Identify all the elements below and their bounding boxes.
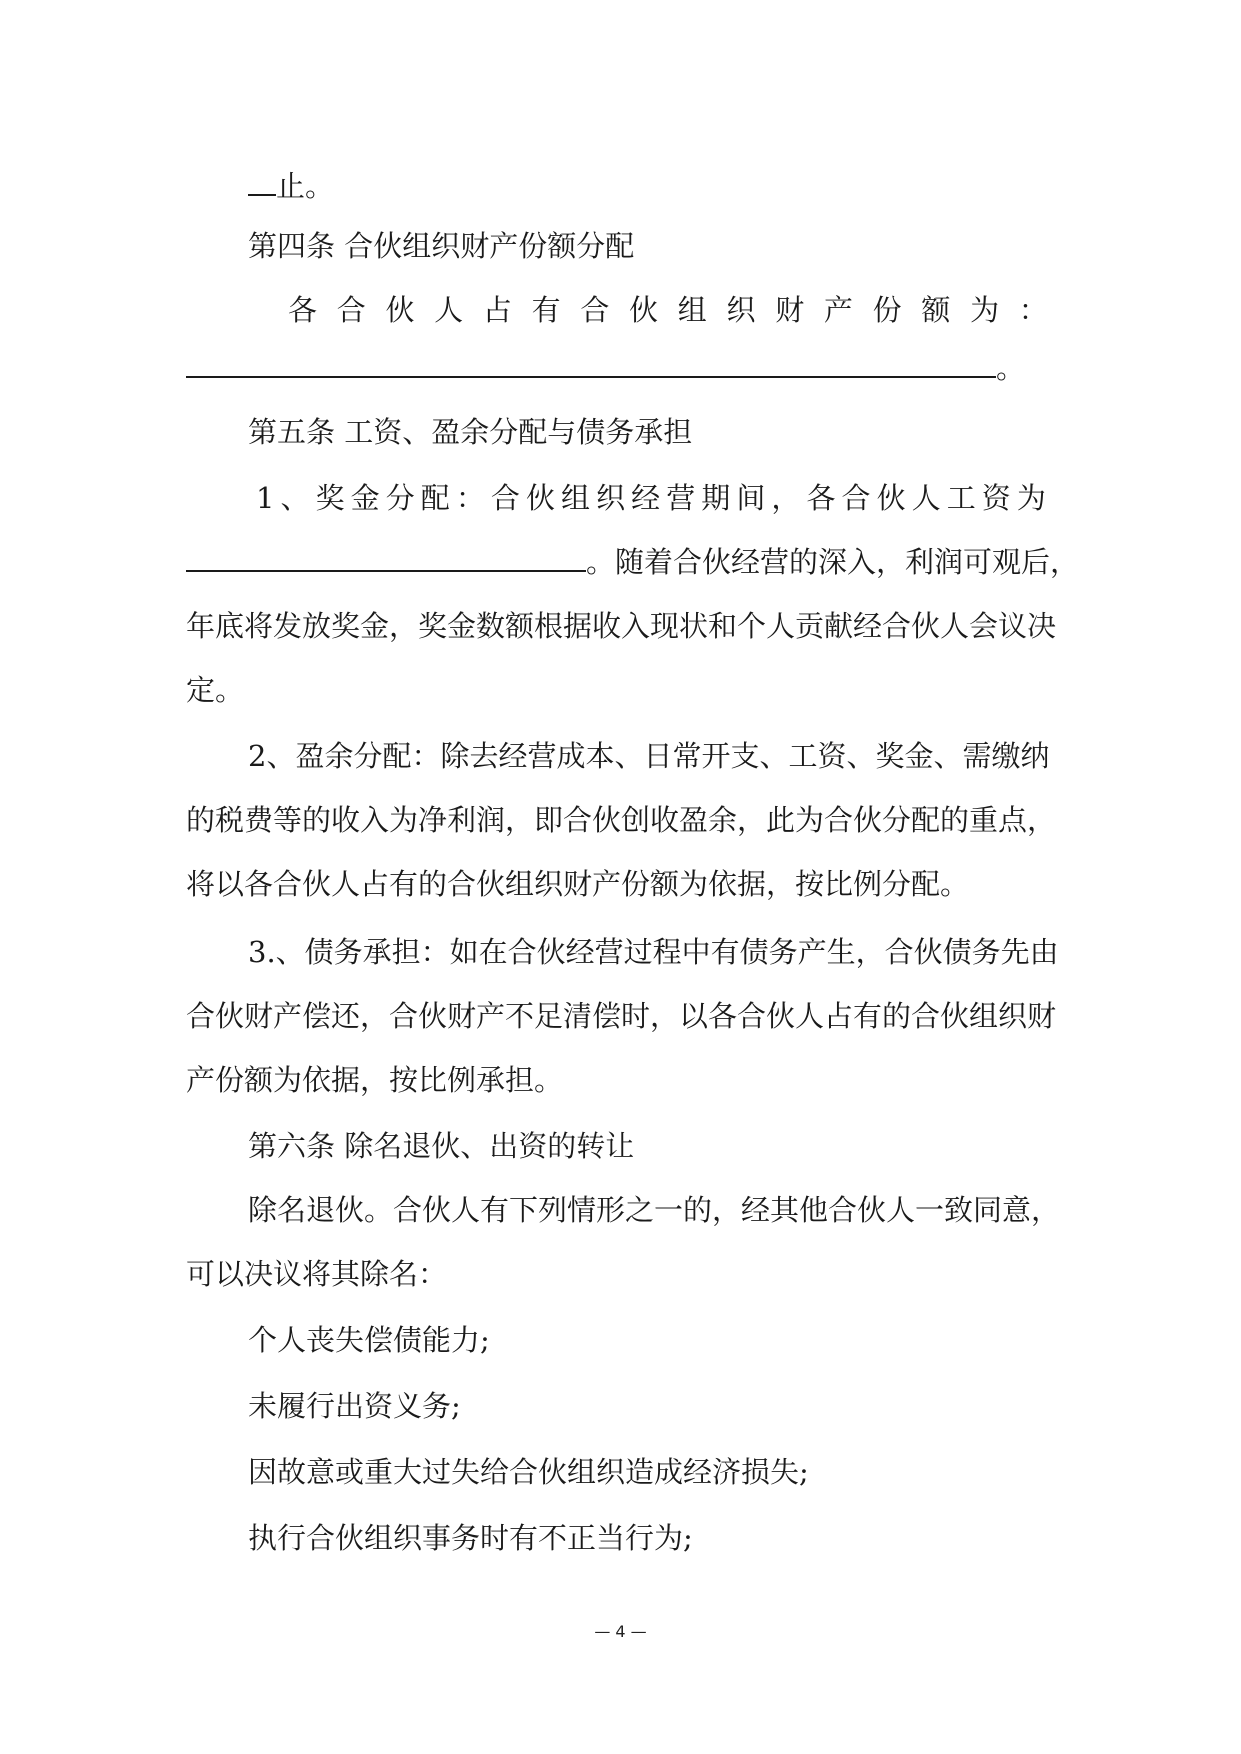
paragraph-line: 定。 [186, 673, 245, 707]
text-char: 奖 [315, 481, 345, 515]
paragraph-line: 产份额为依据，按比例承担。 [186, 1063, 564, 1097]
text-char: ： [1018, 293, 1048, 327]
text-char: 合 [336, 293, 366, 327]
article-4-text [288, 290, 1048, 330]
text-char: 1 [256, 481, 275, 515]
text-char: 织 [726, 293, 756, 327]
paragraph-line: 2、盈余分配：除去经营成本、日常开支、工资、奖金、需缴纳 [248, 739, 1050, 773]
text-char: 财 [775, 293, 805, 327]
list-item: 未履行出资义务; [248, 1389, 461, 1423]
text-char: ， [771, 481, 801, 515]
paragraph-line: 。 [186, 348, 1056, 388]
text-char: 工 [946, 481, 976, 515]
text-char: 分 [385, 481, 415, 515]
list-item: 因故意或重大过失给合伙组织造成经济损失; [248, 1455, 809, 1489]
text-char: 伙 [629, 293, 659, 327]
text-char: 织 [596, 481, 626, 515]
text-char: ： [455, 481, 485, 515]
text-char: 组 [561, 481, 591, 515]
paragraph-line: 除名退伙。合伙人有下列情形之一的，经其他合伙人一致同意， [248, 1193, 1061, 1227]
list-item: 个人丧失偿债能力; [248, 1323, 490, 1357]
text-char: 合 [490, 481, 520, 515]
text-char: 伙 [385, 293, 415, 327]
text-char: 资 [981, 481, 1011, 515]
text-char: 为 [1016, 481, 1046, 515]
text-char: 配 [420, 481, 450, 515]
blank-field [186, 542, 586, 572]
text-char: 伙 [525, 481, 555, 515]
article-4-title: 第四条 合伙组织财产份额分配 [248, 229, 635, 263]
paragraph-line: 将以各合伙人占有的合伙组织财产份额为依据，按比例分配。 [186, 867, 970, 901]
paragraph-line: 合伙财产偿还，合伙财产不足清偿时，以各合伙人占有的合伙组织财 [186, 999, 1057, 1033]
text-char: 合 [580, 293, 610, 327]
text-char: 营 [666, 481, 696, 515]
text-char: 金 [350, 481, 380, 515]
text-char: 各 [806, 481, 836, 515]
text-char: 额 [921, 293, 951, 327]
text-char: 间 [736, 481, 766, 515]
text-char: 人 [434, 293, 464, 327]
text-char: 合 [841, 481, 871, 515]
article-5-title: 第五条 工资、盈余分配与债务承担 [248, 415, 693, 449]
text-char: 各 [288, 293, 318, 327]
text-char: 人 [911, 481, 941, 515]
text-char: 伙 [876, 481, 906, 515]
text-char: 有 [531, 293, 561, 327]
paragraph-line [256, 478, 1046, 518]
text-char: 、 [280, 481, 310, 515]
article-6-title: 第六条 除名退伙、出资的转让 [248, 1129, 635, 1163]
paragraph-line: 。随着合伙经营的深入，利润可观后， [186, 542, 1056, 582]
paragraph-line: 3.、债务承担：如在合伙经营过程中有债务产生，合伙债务先由 [248, 935, 1059, 969]
blank-field [248, 166, 276, 196]
text-char: 为 [970, 293, 1000, 327]
text-char: 占 [482, 293, 512, 327]
text-char: 期 [701, 481, 731, 515]
blank-field [186, 348, 996, 378]
text-char: 组 [677, 293, 707, 327]
list-item: 执行合伙组织事务时有不正当行为; [248, 1521, 693, 1555]
paragraph-line: 止。 [248, 166, 1056, 206]
page-number: — 4 — [594, 1622, 647, 1641]
paragraph-line: 年底将发放奖金，奖金数额根据收入现状和个人贡献经合伙人会议决 [186, 609, 1057, 643]
paragraph-line: 可以决议将其除名： [186, 1257, 448, 1291]
text-char: 经 [631, 481, 661, 515]
paragraph-line: 的税费等的收入为净利润，即合伙创收盈余，此为合伙分配的重点， [186, 803, 1057, 837]
text-char: 产 [823, 293, 853, 327]
text-char: 份 [872, 293, 902, 327]
